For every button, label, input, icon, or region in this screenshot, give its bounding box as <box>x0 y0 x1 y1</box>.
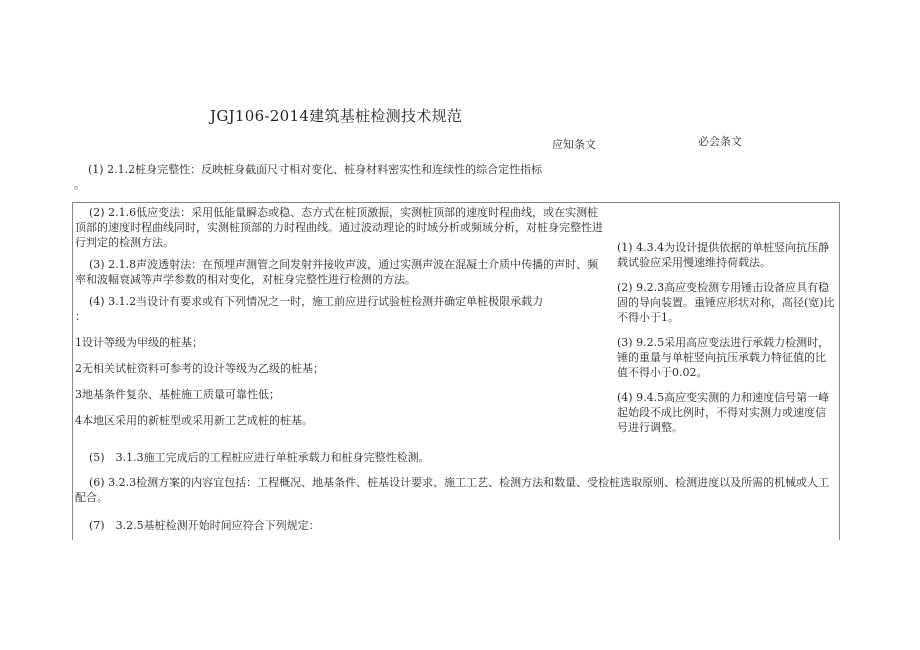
right-column <box>617 240 835 445</box>
intro-paragraph <box>74 162 604 192</box>
clause-9-4-5: (4) 9.4.5高应变实测的力和速度信号第一峰起始段不成比例时，不得对实测力或速度信号进行调整。 <box>617 391 830 434</box>
column-label-bihui: 必会条文 <box>698 135 742 148</box>
list-item: 1设计等级为甲级的桩基； <box>75 336 203 349</box>
list-item: 2无相关试桩资料可参考的设计等级为乙级的桩基； <box>75 362 324 375</box>
clause-4-3-4: (1) 4.3.4为设计提供依据的单桩竖向抗压静载试验应采用慢速维持荷载法。 <box>617 241 830 269</box>
column-label-yingzhi: 应知条文 <box>552 138 596 151</box>
document-title: JGJ106-2014建筑基桩检测技术规范 <box>210 107 463 125</box>
clause-3-2-5: (7) 3.2.5基桩检测开始时间应符合下列规定： <box>89 519 320 532</box>
left-column <box>75 205 605 435</box>
clause-9-2-3: (2) 9.2.3高应变检测专用锤击设备应具有稳固的导向装置。重锤应形状对称，高径(宽)比不得小于1。 <box>617 281 835 324</box>
list-item: 3地基条件复杂、基桩施工质量可靠性低； <box>75 388 280 401</box>
clause-2-1-6: (2) 2.1.6低应变法：采用低能量瞬态或稳、态方式在桩顶激振，实测桩顶部的速度时程曲线，或在实测桩顶部的速度时程曲线同时，实测桩顶部的力时程曲线。通过波动理论的时域分析或频域分析，对桩身完整性进行判定的检测方法。 <box>75 206 603 249</box>
intro-line-2: 。 <box>74 178 85 191</box>
clause-3-2-3: (6) 3.2.3检测方案的内容宜包括：工程概况、地基条件、桩基设计要求、施工工艺、检测方法和数量、受检桩选取原则、检测进度以及所需的机械或人工配合。 <box>75 476 830 504</box>
clause-3-1-3: (5) 3.1.3施工完成后的工程桩应进行单桩承载力和桩身完整性检测。 <box>89 451 430 464</box>
clause-3-1-2: (4) 3.1.2当设计有要求或有下列情况之一时，施工前应进行试验桩检测并确定单桩极限承载力 <box>89 295 544 308</box>
intro-line-1: (1) 2.1.2桩身完整性：反映桩身截面尺寸相对变化、桩身材料密实性和连续性的综合定性指标 <box>88 163 543 176</box>
list-item: 4本地区采用的新桩型或采用新工艺成桩的桩基。 <box>75 414 313 427</box>
clause-9-2-5: (3) 9.2.5采用高应变法进行承载力检测时，锤的重量与单桩竖向抗压承载力特征值的比值不得小于0.02。 <box>617 336 830 379</box>
clause-2-1-8: (3) 2.1.8声波透射法：在预埋声测管之间发射并接收声波，通过实测声波在混凝土介质中传播的声时、频率和波幅衰减等声学参数的相对变化，对桩身完整性进行检测的方法。 <box>75 258 599 286</box>
clause-3-1-2-colon: ： <box>75 310 86 323</box>
